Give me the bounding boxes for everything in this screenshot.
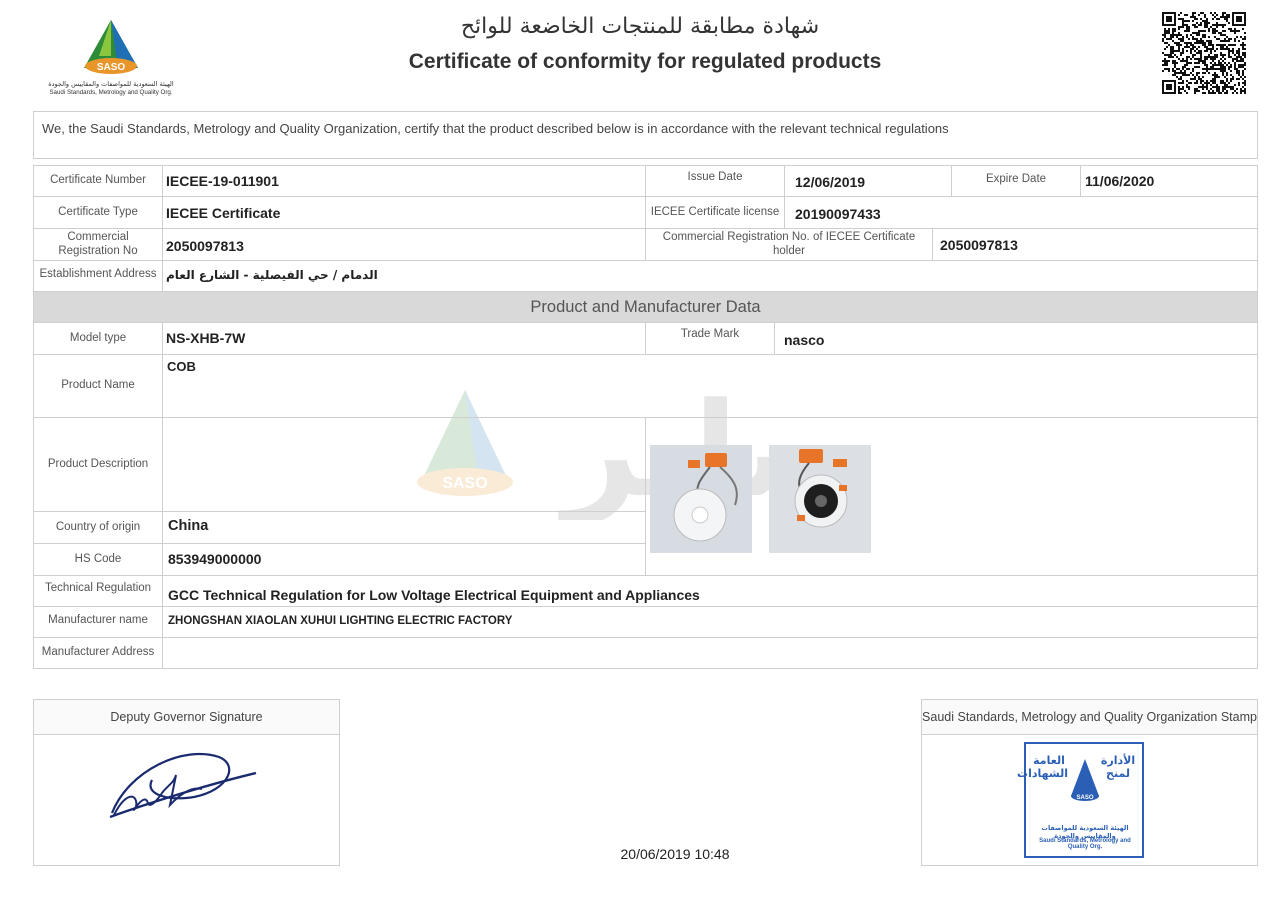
section-title: Product and Manufacturer Data xyxy=(33,291,1258,323)
commercial-reg-label: Commercial Registration No xyxy=(33,228,163,261)
hs-code-value: 853949000000 xyxy=(168,551,262,567)
signature-icon xyxy=(34,735,341,866)
trade-mark-value: nasco xyxy=(784,332,825,348)
signature-box xyxy=(33,735,340,866)
stamp-label: Saudi Standards, Metrology and Quality Organization Stamp xyxy=(921,699,1258,735)
commercial-reg-value: 2050097813 xyxy=(166,238,244,254)
address-label: Establishment Address xyxy=(33,260,163,292)
signature-label: Deputy Governor Signature xyxy=(33,699,340,735)
stamp-text-left: العامة الشهادات xyxy=(1017,754,1068,781)
expire-date-value: 11/06/2020 xyxy=(1085,173,1155,189)
origin-label: Country of origin xyxy=(33,511,163,544)
holder-reg-label: Commercial Registration No. of IECEE Certificate holder xyxy=(645,228,933,261)
product-description-cell xyxy=(162,417,646,512)
issue-timestamp: 20/06/2019 10:48 xyxy=(620,846,730,862)
qr-code-icon[interactable] xyxy=(1162,12,1246,94)
issue-date-value: 12/06/2019 xyxy=(795,174,866,190)
title-arabic: شهادة مطابقة للمنتجات الخاضعة للوائح xyxy=(460,14,820,39)
model-label: Model type xyxy=(33,322,163,355)
stamp-org-en: Saudi Standards, Metrology and Quality Org. xyxy=(1039,838,1131,850)
product-name-cell xyxy=(162,354,1258,418)
manufacturer-label: Manufacturer name xyxy=(33,606,163,638)
saso-logo-icon xyxy=(44,16,178,80)
certificate-type-label: Certificate Type xyxy=(33,196,163,229)
intro-statement: We, the Saudi Standards, Metrology and Quality Organization, certify that the product described below is in accordance with the relevant technical regulations xyxy=(33,111,1258,159)
address-value: الدمام / حي الفيصلية - الشارع العام xyxy=(166,268,378,282)
regulation-value: GCC Technical Regulation for Low Voltage Electrical Equipment and Appliances xyxy=(168,587,700,603)
official-stamp xyxy=(1017,742,1144,858)
certificate-number-label: Certificate Number xyxy=(33,165,163,197)
product-image-1[interactable] xyxy=(650,445,752,553)
origin-value: China xyxy=(168,518,209,534)
stamp-org-ar: الهيئة السعودية للمواصفات والمقاييس والجودة xyxy=(1041,824,1129,840)
manufacturer-address-cell xyxy=(162,637,1258,669)
stamp-text-right: الأدارة لمنح xyxy=(1100,754,1136,781)
trade-mark-cell xyxy=(774,322,1258,355)
org-name-ar: الهيئة السعودية للمواصفات والمقاييس والجودة xyxy=(48,80,174,88)
svg-text:SASO: SASO xyxy=(1076,795,1094,801)
product-name-value: COB xyxy=(167,359,196,374)
svg-text:SASO: SASO xyxy=(442,475,488,492)
origin-cell xyxy=(162,511,646,544)
manufacturer-value: ZHONGSHAN XIAOLAN XUHUI LIGHTING ELECTRIC FACTORY xyxy=(168,615,513,627)
holder-reg-value: 2050097813 xyxy=(940,237,1018,253)
product-name-label: Product Name xyxy=(33,354,163,418)
product-description-label: Product Description xyxy=(33,417,163,512)
org-name-en: Saudi Standards, Metrology and Quality Org. xyxy=(49,89,173,96)
page-title: Certificate of conformity for regulated products xyxy=(408,50,882,73)
model-value: NS-XHB-7W xyxy=(166,330,246,346)
license-label: IECEE Certificate license xyxy=(645,196,785,229)
license-value: 20190097433 xyxy=(795,206,881,222)
certificate-type-value: IECEE Certificate xyxy=(166,205,281,221)
expire-date-label: Expire Date xyxy=(951,165,1081,197)
product-image-2[interactable] xyxy=(769,445,871,553)
saso-logo xyxy=(44,16,178,100)
issue-date-label: Issue Date xyxy=(645,165,785,197)
certificate-number-value: IECEE-19-011901 xyxy=(166,173,279,189)
hs-code-label: HS Code xyxy=(33,543,163,576)
logo-text: SASO xyxy=(96,62,126,73)
manufacturer-address-label: Manufacturer Address xyxy=(33,637,163,669)
trade-mark-label: Trade Mark xyxy=(645,322,775,355)
regulation-label: Technical Regulation xyxy=(33,575,163,607)
stamp-logo-icon xyxy=(1067,756,1103,806)
